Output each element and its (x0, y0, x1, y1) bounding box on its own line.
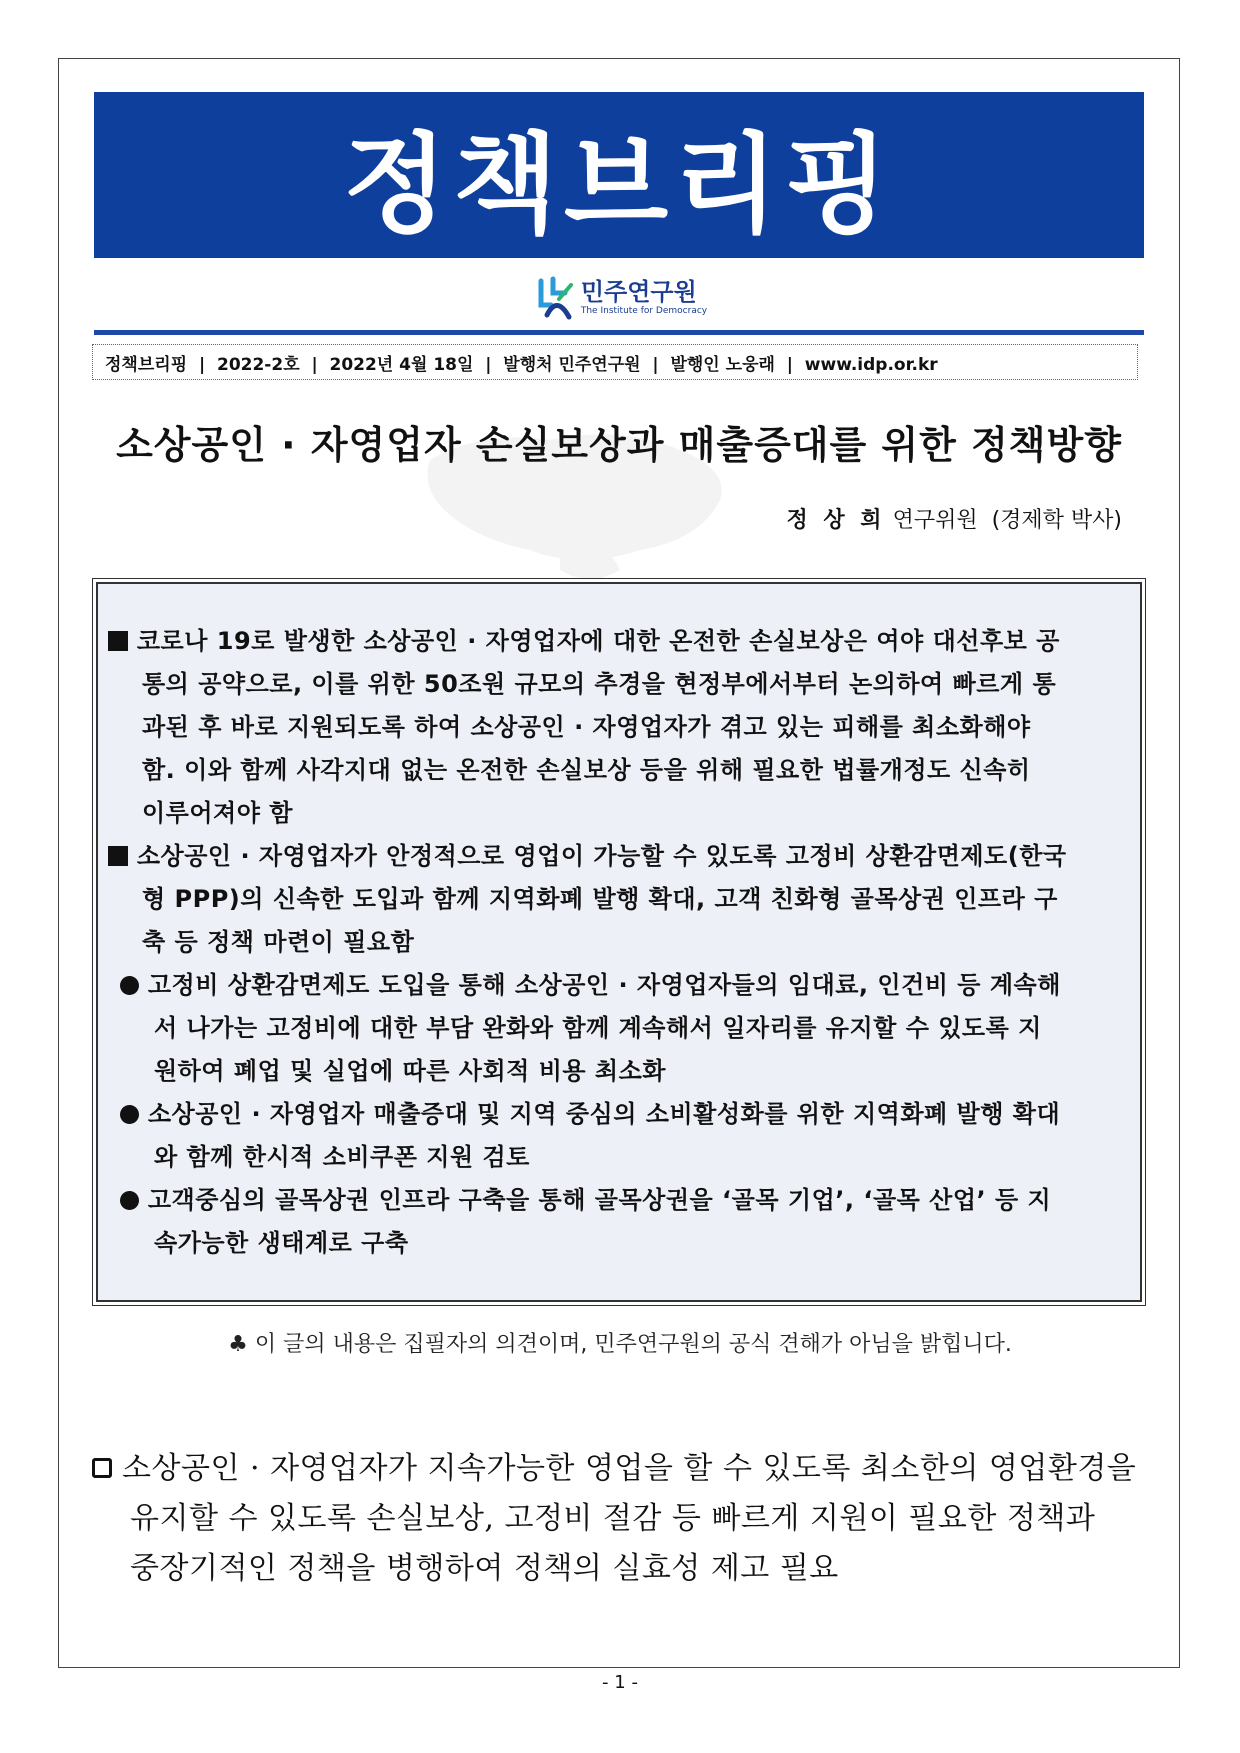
header-divider (94, 330, 1144, 335)
logo-korean-name: 민주연구원 (580, 278, 697, 306)
disclaimer-notice: ♣ 이 글의 내용은 집필자의 의견이며, 민주연구원의 공식 견해가 아님을 밝힙니다. (228, 1332, 1012, 1357)
circle-bullet-icon (120, 1105, 139, 1124)
circle-bullet-icon (120, 976, 139, 995)
body-line: 소상공인 · 자영업자가 지속가능한 영업을 할 수 있도록 최소한의 영업환경을 (122, 1451, 1137, 1486)
checkbox-bullet-icon (92, 1458, 112, 1478)
title-banner (94, 92, 1144, 258)
summary-line: 이루어져야 함 (142, 799, 293, 827)
summary-bullet-2 (108, 836, 1067, 871)
body-paragraph-first-line (92, 1443, 1136, 1487)
circle-bullet-icon (120, 1191, 139, 1210)
square-bullet-icon (108, 846, 128, 866)
summary-line: 통의 공약으로, 이를 위한 50조원 규모의 추경을 현정부에서부터 논의하여 빠르게 통 (142, 670, 1057, 698)
square-bullet-icon (108, 631, 128, 651)
institute-logo-icon (533, 275, 575, 321)
document-title: 소상공인 · 자영업자 손실보상과 매출증대를 위한 정책방향 (116, 423, 1122, 467)
summary-line: 코로나 19로 발생한 소상공인 · 자영업자에 대한 온전한 손실보상은 여야 대선후보 공 (136, 627, 1060, 655)
summary-line: 고정비 상환감면제도 도입을 통해 소상공인 · 자영업자들의 임대료, 인건비 등 계속해 (147, 971, 1061, 999)
summary-line: 소상공인 · 자영업자 매출증대 및 지역 중심의 소비활성화를 위한 지역화폐 발행 확대 (147, 1100, 1061, 1128)
summary-sub-bullet-2 (120, 1094, 1060, 1129)
summary-line: 와 함께 한시적 소비쿠폰 지원 검토 (154, 1143, 530, 1171)
author-degree: (경제학 박사) (991, 508, 1122, 533)
body-line: 유지할 수 있도록 손실보상, 고정비 절감 등 빠르게 지원이 필요한 정책과 (130, 1501, 1096, 1536)
page-number: - 1 - (602, 1672, 638, 1693)
author-name: 정 상 희 (786, 508, 886, 533)
summary-line: 고객중심의 골목상권 인프라 구축을 통해 골목상권을 ‘골목 기업’, ‘골목 산업’ 등 지 (147, 1186, 1052, 1214)
summary-line: 서 나가는 고정비에 대한 부담 완화와 함께 계속해서 일자리를 유지할 수 있도록 지 (154, 1014, 1042, 1042)
author-position: 연구위원 (892, 508, 978, 533)
banner-title: 정책브리핑 (343, 122, 895, 248)
body-line: 중장기적인 정책을 병행하여 정책의 실효성 제고 필요 (130, 1551, 839, 1586)
summary-line: 과된 후 바로 지원되도록 하여 소상공인 · 자영업자가 겪고 있는 피해를 최소화해야 (142, 713, 1031, 741)
publication-info-bar: 정책브리핑 | 2022-2호 | 2022년 4월 18일 | 발행처 민주연구원 | 발행인 노웅래 | www.idp.or.kr (92, 344, 1138, 380)
summary-line: 원하여 폐업 및 실업에 따른 사회적 비용 최소화 (154, 1057, 666, 1085)
logo-english-name: The Institute for Democracy (580, 306, 708, 316)
summary-line: 축 등 정책 마련이 필요함 (142, 928, 415, 956)
institute-logo (0, 270, 1240, 326)
author-line (786, 503, 1122, 534)
summary-sub-bullet-1 (120, 965, 1061, 1000)
summary-line: 속가능한 생태계로 구축 (154, 1229, 409, 1257)
summary-line: 형 PPP)의 신속한 도입과 함께 지역화폐 발행 확대, 고객 친화형 골목상권 인프라 구 (142, 885, 1058, 913)
summary-line: 함. 이와 함께 사각지대 없는 온전한 손실보상 등을 위해 필요한 법률개정도 신속히 (142, 756, 1031, 784)
summary-bullet-1 (108, 621, 1060, 656)
summary-sub-bullet-3 (120, 1180, 1051, 1215)
summary-line: 소상공인 · 자영업자가 안정적으로 영업이 가능할 수 있도록 고정비 상환감면제도(한국 (136, 842, 1067, 870)
